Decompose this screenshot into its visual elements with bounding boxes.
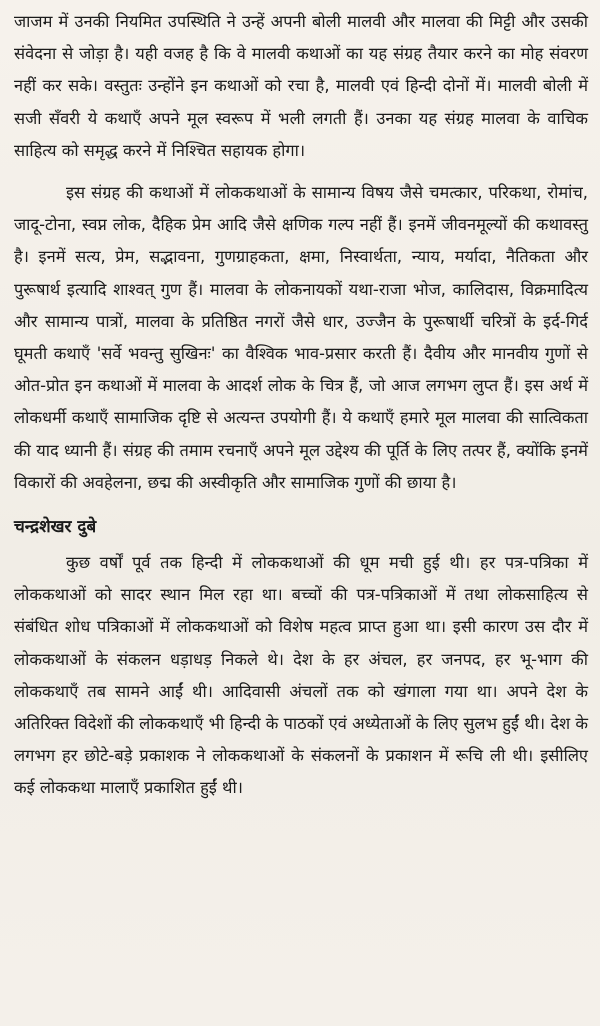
page-body [14, 6, 588, 805]
paragraph-closing-previous: जाजम में उनकी नियमित उपस्थिति ने उन्हें अपनी बोली मालवी और मालवा की मिट्टी और उसकी संवेदना से जोड़ा है। यही वजह है कि वे मालवी कथाओं का यह संग्रह तैयार करने का मोह संवरण नहीं कर सके। वस्तुतः उन्होंने इन कथाओं को रचा है, मालवी एवं हिन्दी दोनों में। मालवी बोली में सजी सँवरी ये कथाएँ अपने मूल स्वरूप में भली लगती हैं। उनका यह संग्रह मालवा के वाचिक साहित्य को समृद्ध करने में निश्चित सहायक होगा। [14, 12, 588, 160]
paragraph-gap [14, 167, 588, 177]
paragraph-collection-themes: इस संग्रह की कथाओं में लोककथाओं के सामान्य विषय जैसे चमत्कार, परिकथा, रोमांच, जादू-टोना, स्वप्न लोक, दैहिक प्रेम आदि जैसे क्षणिक गल्प नहीं हैं। इनमें जीवनमूल्यों की कथावस्तु है। इनमें सत्य, प्रेम, सद्भावना, गुणग्राहकता, क्षमा, निस्वार्थता, न्याय, मर्यादा, नैतिकता और पुरूषार्थ इत्यादि शाश्वत् गुण हैं। मालवा के लोकनायकों यथा-राजा भोज, कालिदास, विक्रमादित्य और सामान्य पात्रों, मालवा के प्रतिष्ठित नगरों जैसे धार, उज्जैन के पुरूषार्थी चरित्रों के इर्द-गिर्द घूमती कथाएँ 'सर्वे भवन्तु सुखिनः' का वैश्विक भाव-प्रसार करती हैं। दैवीय और मानवीय गुणों से ओत-प्रोत इन कथाओं में मालवा के आदर्श लोक के चित्र हैं, जो आज लगभग लुप्त हैं। इस अर्थ में लोकधर्मी कथाएँ सामाजिक दृष्टि से अत्यन्त उपयोगी हैं। ये कथाएँ हमारे मूल मालवा की सात्विकता की याद ध्यानी हैं। संग्रह की तमाम रचनाएँ अपने मूल उद्देश्य की पूर्ति के लिए तत्पर हैं, क्योंकि इनमें विकारों की अवहेलना, छद्म की अस्वीकृति और सामाजिक गुणों की छाया है। [14, 183, 588, 492]
author-signature: चन्द्रशेखर दुबे [14, 517, 97, 538]
paragraph-folktale-history: कुछ वर्षों पूर्व तक हिन्दी में लोककथाओं की धूम मची हुई थी। हर पत्र-पत्रिका में लोककथाओं को सादर स्थान मिल रहा था। बच्चों की पत्र-पत्रिकाओं में तथा लोकसाहित्य से संबंधित शोध पत्रिकाओं में लोककथाओं को विशेष महत्व प्राप्त हुआ था। इसी कारण उस दौर में लोककथाओं के संकलन धड़ाधड़ निकले थे। देश के हर अंचल, हर जनपद, हर भू-भाग की लोककथाएँ तब सामने आईं थी। आदिवासी अंचलों तक को खंगाला गया था। अपने देश के अतिरिक्त विदेशों की लोककथाएँ भी हिन्दी के पाठकों एवं अध्येताओं के लिए सुलभ हुईं थी। देश के लगभग हर छोटे-बड़े प्रकाशक ने लोककथाओं के संकलनों के प्रकाशन में रूचि ली थी। इसीलिए कई लोककथा मालाएँ प्रकाशित हुईं थी। [14, 553, 588, 798]
